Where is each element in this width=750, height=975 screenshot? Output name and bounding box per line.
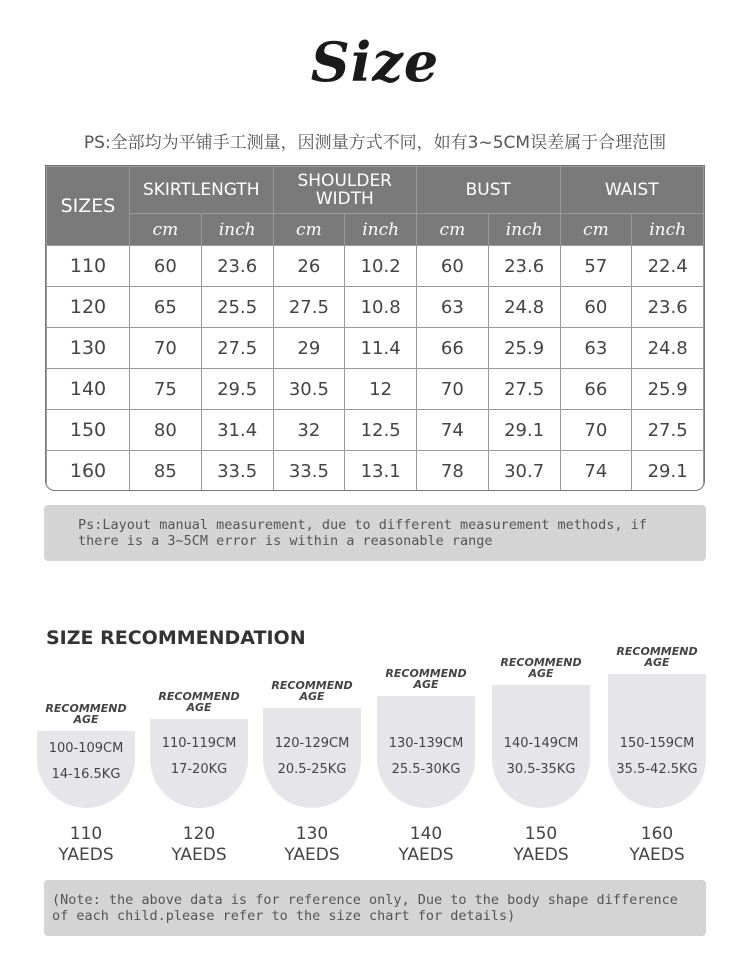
recommend-size-unit: YAEDS (513, 845, 569, 865)
recommend-size-unit: YAEDS (58, 845, 114, 865)
unit-header: cm (560, 214, 632, 246)
recommend-weight: 14-16.5KG (51, 767, 121, 782)
measurement-cell: 27.5 (632, 410, 704, 451)
measurement-cell: 66 (560, 369, 632, 410)
measurement-cell: 29.1 (488, 410, 560, 451)
recommend-age-label: RECOMMEND AGE (45, 702, 127, 726)
recommend-weight: 17-20KG (170, 762, 228, 777)
measurement-cell: 23.6 (488, 246, 560, 287)
measurement-cell: 29 (273, 328, 345, 369)
recommend-age-label: RECOMMEND AGE (385, 667, 467, 691)
recommend-height: 130-139CM (388, 736, 464, 751)
recommend-age-label: RECOMMEND AGE (616, 645, 698, 669)
measurement-cell: 25.9 (632, 369, 704, 410)
size-cell: 110 (47, 246, 130, 287)
recommend-size-unit: YAEDS (284, 845, 340, 865)
measurement-cell: 80 (130, 410, 202, 451)
recommend-size: 150 (524, 824, 558, 844)
recommend-size: 120 (182, 824, 216, 844)
recommend-age-label: RECOMMEND AGE (158, 690, 240, 714)
measurement-cell: 70 (560, 410, 632, 451)
measurement-cell: 12.5 (345, 410, 417, 451)
recommendation-pill (377, 696, 475, 808)
table-row (47, 369, 704, 410)
measurement-cell: 27.5 (488, 369, 560, 410)
recommend-height: 140-149CM (503, 736, 579, 751)
table-row (47, 328, 704, 369)
recommend-weight: 30.5-35KG (506, 762, 576, 777)
reference-note: (Note: the above data is for reference only, Due to the body shape difference of each child.please refer to the size chart for details) (44, 880, 706, 936)
recommendation-item (150, 0, 248, 880)
unit-header: inch (201, 214, 273, 246)
measurement-cell: 57 (560, 246, 632, 287)
recommendation-item (37, 0, 135, 880)
table-row (47, 410, 704, 451)
table-group-header-row (47, 167, 704, 214)
recommend-weight: 20.5-25KG (277, 762, 347, 777)
recommend-size: 140 (409, 824, 443, 844)
measurement-cell: 74 (560, 451, 632, 492)
measurement-cell: 10.2 (345, 246, 417, 287)
recommend-size-unit: YAEDS (398, 845, 454, 865)
recommend-weight: 25.5-30KG (391, 762, 461, 777)
measurement-cell: 60 (417, 246, 489, 287)
table-row (47, 246, 704, 287)
unit-header: cm (417, 214, 489, 246)
measurement-cell: 25.9 (488, 328, 560, 369)
table-row (47, 451, 704, 492)
measurement-cell: 85 (130, 451, 202, 492)
recommend-height: 120-129CM (274, 736, 350, 751)
skirt-length-header: SKIRTLENGTH (130, 167, 274, 214)
measurement-cell: 23.6 (201, 246, 273, 287)
measurement-cell: 70 (130, 328, 202, 369)
recommend-height: 110-119CM (161, 736, 237, 751)
shoulder-width-header: SHOULDER WIDTH (273, 167, 417, 214)
measurement-cell: 10.8 (345, 287, 417, 328)
recommend-height: 150-159CM (619, 736, 695, 751)
measurement-note-chinese: PS:全部均为平铺手工测量，因测量方式不同，如有3~5CM误差属于合理范围 (83, 133, 667, 153)
measurement-cell: 63 (560, 328, 632, 369)
measurement-cell: 11.4 (345, 328, 417, 369)
measurement-cell: 22.4 (632, 246, 704, 287)
unit-header: inch (488, 214, 560, 246)
measurement-note: Ps:Layout manual measurement, due to different measurement methods, if there is a 3~5CM error is within a reasonable range (44, 505, 706, 561)
recommendation-item (263, 0, 361, 880)
recommend-height: 100-109CM (48, 741, 124, 756)
measurement-cell: 70 (417, 369, 489, 410)
size-cell: 160 (47, 451, 130, 492)
size-recommendation-title: SIZE RECOMMENDATION (46, 627, 306, 649)
waist-header: WAIST (560, 167, 704, 214)
measurement-cell: 13.1 (345, 451, 417, 492)
measurement-cell: 12 (345, 369, 417, 410)
size-chart-table (46, 166, 704, 491)
size-cell: 150 (47, 410, 130, 451)
unit-header: cm (130, 214, 202, 246)
measurement-cell: 33.5 (201, 451, 273, 492)
recommendation-item (377, 0, 475, 880)
recommend-age-label: RECOMMEND AGE (271, 679, 353, 703)
recommendation-item (608, 0, 706, 880)
measurement-cell: 30.5 (273, 369, 345, 410)
measurement-cell: 33.5 (273, 451, 345, 492)
recommend-age-label: RECOMMEND AGE (500, 656, 582, 680)
sizes-header: SIZES (47, 167, 130, 246)
size-chart-table-wrapper (45, 165, 705, 491)
measurement-cell: 63 (417, 287, 489, 328)
measurement-cell: 65 (130, 287, 202, 328)
recommend-size-unit: YAEDS (629, 845, 685, 865)
measurement-cell: 75 (130, 369, 202, 410)
measurement-cell: 29.5 (201, 369, 273, 410)
unit-header: cm (273, 214, 345, 246)
measurement-cell: 30.7 (488, 451, 560, 492)
measurement-cell: 24.8 (632, 328, 704, 369)
measurement-cell: 27.5 (201, 328, 273, 369)
recommend-weight: 35.5-42.5KG (616, 762, 698, 777)
measurement-cell: 66 (417, 328, 489, 369)
size-cell: 130 (47, 328, 130, 369)
recommend-size: 160 (640, 824, 674, 844)
page-title: Size (310, 30, 440, 94)
measurement-cell: 60 (130, 246, 202, 287)
measurement-cell: 24.8 (488, 287, 560, 328)
measurement-cell: 32 (273, 410, 345, 451)
measurement-cell: 78 (417, 451, 489, 492)
measurement-cell: 25.5 (201, 287, 273, 328)
measurement-cell: 27.5 (273, 287, 345, 328)
table-unit-header-row (47, 214, 704, 246)
size-cell: 120 (47, 287, 130, 328)
measurement-cell: 60 (560, 287, 632, 328)
table-row (47, 287, 704, 328)
measurement-cell: 29.1 (632, 451, 704, 492)
measurement-cell: 26 (273, 246, 345, 287)
recommend-size-unit: YAEDS (171, 845, 227, 865)
recommend-size: 110 (69, 824, 103, 844)
measurement-cell: 23.6 (632, 287, 704, 328)
recommendation-item (492, 0, 590, 880)
unit-header: inch (632, 214, 704, 246)
bust-header: BUST (417, 167, 561, 214)
measurement-cell: 74 (417, 410, 489, 451)
recommendation-pill (263, 708, 361, 808)
size-cell: 140 (47, 369, 130, 410)
recommend-size: 130 (295, 824, 329, 844)
measurement-cell: 31.4 (201, 410, 273, 451)
unit-header: inch (345, 214, 417, 246)
